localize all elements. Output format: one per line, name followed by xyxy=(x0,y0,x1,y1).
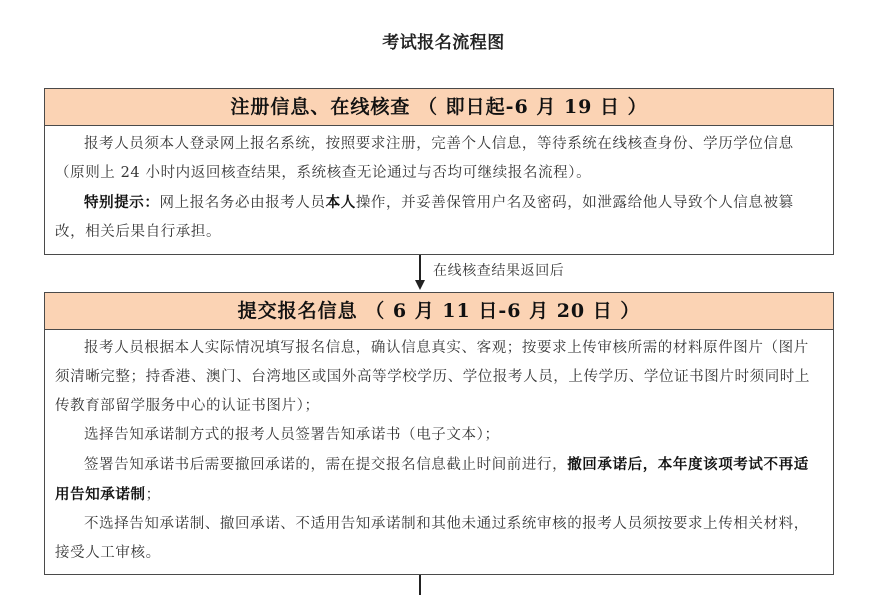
step-heading-register: 注册信息、在线核查 （ 即日起-6 月 19 日 ） xyxy=(45,89,833,126)
notice-label: 特别提示： xyxy=(84,194,160,211)
step-paragraph: 不选择告知承诺制、撤回承诺、不适用告知承诺制和其他未通过系统审核的报考人员须按要求上传相关材料，接受人工审核。 xyxy=(55,516,809,561)
withdraw-text: 签署告知承诺书后需要撤回承诺的，需在提交报名信息截止时间前进行， xyxy=(84,457,568,473)
flow-connector xyxy=(419,255,421,281)
step-box-register xyxy=(44,88,834,255)
step-body-register xyxy=(45,126,833,251)
connector-label: 在线核查结果返回后 xyxy=(433,263,565,279)
flow-connector xyxy=(419,575,421,595)
withdraw-paragraph xyxy=(55,450,823,510)
step-heading-submit: 提交报名信息 （ 6 月 11 日-6 月 20 日 ） xyxy=(45,293,833,330)
step-body-submit xyxy=(45,330,833,572)
step-paragraph: 报考人员须本人登录网上报名系统，按照要求注册，完善个人信息，等待系统在线核查身份、学历学位信息（原则上 24 小时内返回核查结果，系统核查无论通过与否均可继续报名流程）。 xyxy=(55,136,794,181)
notice-text: 网上报名务必由报考人员 xyxy=(159,195,326,211)
step-box-submit xyxy=(44,292,834,575)
special-notice xyxy=(55,188,823,247)
withdraw-emphasis: 撤回承诺后，本年度该项考试不再适用告知承诺制 xyxy=(55,456,809,503)
step-paragraph: 报考人员根据本人实际情况填写报名信息，确认信息真实、客观；按要求上传审核所需的材料原件图片（图片须清晰完整；持香港、澳门、台湾地区或国外高等学校学历、学位报考人员，上传学历、学位证书图片时须同时上传教育部留学服务中心的认证书图片）； xyxy=(55,340,810,414)
notice-text: 操作，并妥善保管用户名及密码，如泄露给他人导致个人信息被篡改，相关后果自行承担。 xyxy=(55,195,794,240)
step-paragraph: 选择告知承诺制方式的报考人员签署告知承诺书（电子文本）； xyxy=(84,427,500,443)
notice-emphasis: 本人 xyxy=(325,194,356,211)
withdraw-text: ； xyxy=(145,487,161,503)
page-title: 考试报名流程图 xyxy=(382,33,505,53)
arrow-down-icon xyxy=(415,280,425,290)
